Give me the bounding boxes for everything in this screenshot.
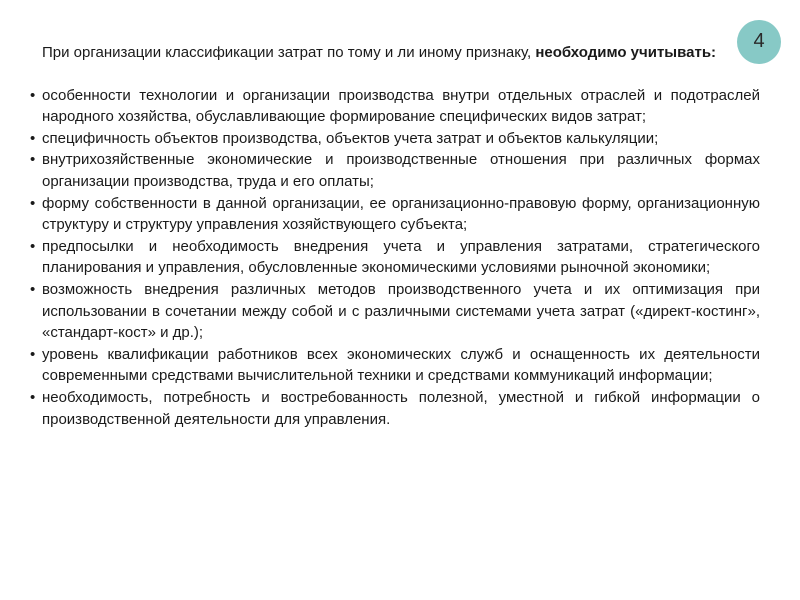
intro-paragraph (42, 42, 760, 64)
list-item-text: особенности технологии и организации производства внутри отдельных отраслей и подотраслей народного хозяйства, обуславливающие формирование специфических видов затрат; (42, 86, 760, 126)
spacer (30, 64, 760, 85)
list-item (30, 279, 760, 344)
list-item-text: предпосылки и необходимость внедрения учета и управления затратами, стратегического планирования и управления, обусловленные экономическими условиями рыночной экономики; (42, 237, 760, 277)
list-item (30, 85, 760, 128)
bullet-icon: • (30, 280, 36, 298)
list-item-text: специфичность объектов производства, объектов учета затрат и объектов калькуляции; (42, 129, 659, 147)
list-item-text: внутрихозяйственные экономические и производственные отношения при различных формах организации производства, труда и его оплаты; (42, 151, 760, 190)
list-item-text: возможность внедрения различных методов производственного учета и их оптимизация при использовании в сочетании между собой и с различными системами учета затрат («директ-костинг», «стандарт-кост» и др.); (42, 280, 760, 342)
list-item (30, 236, 760, 279)
bullet-icon: • (30, 388, 36, 406)
bullet-icon: • (30, 194, 36, 212)
list-item (30, 128, 760, 150)
list-item-text: необходимость, потребность и востребованность полезной, уместной и гибкой информации о производственной деятельности для управления. (42, 388, 760, 428)
intro-text: При организации классификации затрат по тому и ли иному признаку, (42, 44, 536, 61)
slide-content (30, 42, 760, 430)
bullet-icon: • (30, 86, 36, 104)
bullet-icon: • (30, 151, 36, 169)
list-item-text: форму собственности в данной организации, ее организационно-правовую форму, организационную структуру и структуру управления хозяйствующего субъекта; (42, 194, 760, 234)
page-number: 4 (753, 30, 765, 52)
list-item (30, 149, 760, 192)
list-item (30, 387, 760, 430)
intro-bold-text: необходимо учитывать: (535, 44, 717, 61)
bullet-icon: • (30, 345, 36, 363)
list-item (30, 344, 760, 387)
list-item (30, 193, 760, 236)
factors-list (30, 85, 760, 431)
list-item-text: уровень квалификации работников всех экономических служб и оснащенность их деятельности современными средствами вычислительной техники и средствами коммуникаций информации; (42, 345, 760, 385)
bullet-icon: • (30, 129, 36, 147)
bullet-icon: • (30, 237, 36, 255)
